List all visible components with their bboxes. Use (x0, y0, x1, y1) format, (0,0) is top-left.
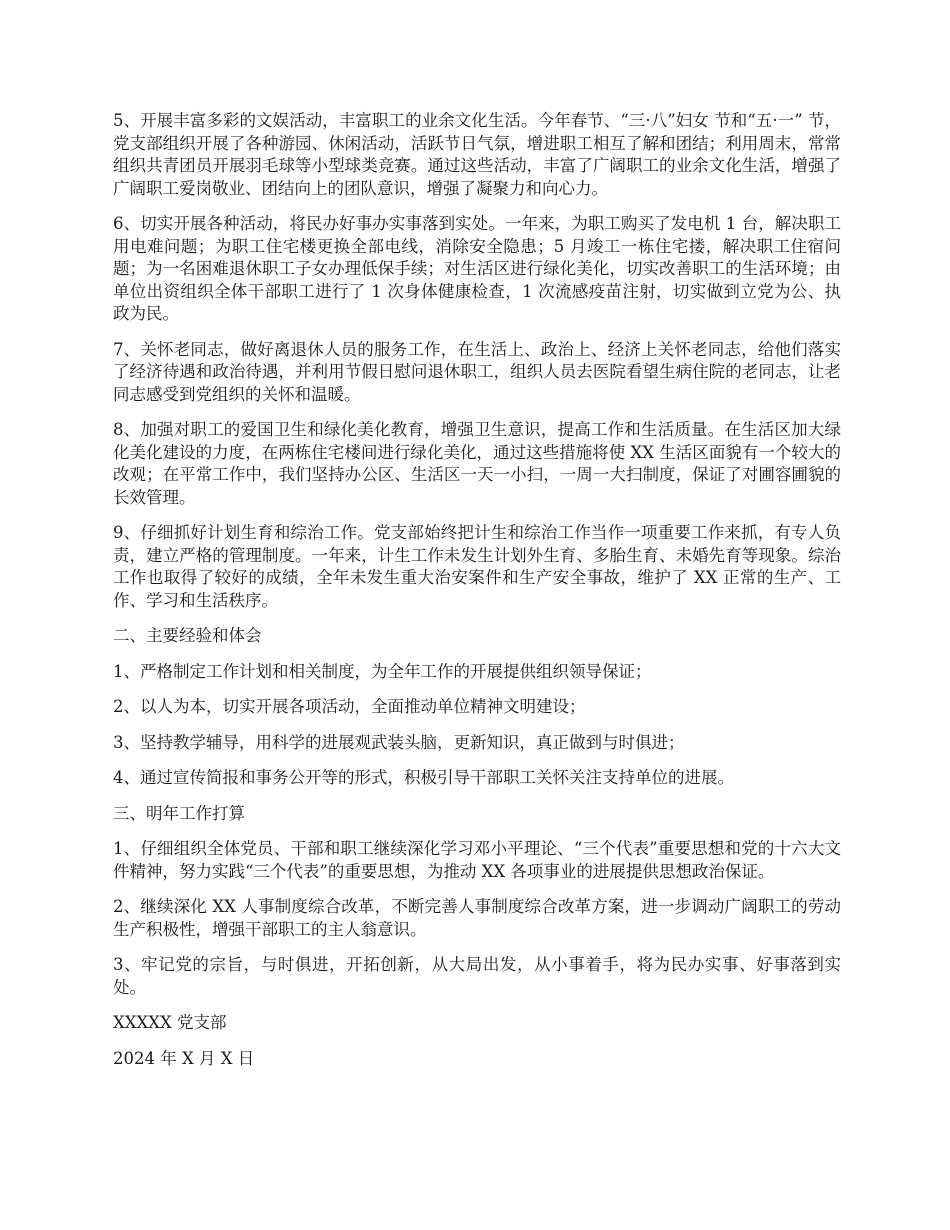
paragraph-item-9: 9、仔细抓好计划生育和综治工作。党支部始终把计生和综治工作当作一项重要工作来抓，有专人负责，建立严格的管理制度。一年来，计生工作未发生计划外生育、多胎生育、未婚先育等现象。综治工作也取得了较好的成绩，全年未发生重大治安案件和生产安全事故，维护了 XX 正常的生产、工作、学习和生活秩序。 (113, 523, 841, 610)
paragraph-item-7: 7、关怀老同志，做好离退休人员的服务工作，在生活上、政治上、经济上关怀老同志，给他们落实了经济待遇和政治待遇，并利用节假日慰问退休职工，组织人员去医院看望生病住院的老同志，让老同志感受到党组织的关怀和温暖。 (113, 339, 841, 404)
document-body (113, 110, 841, 1083)
paragraph-item-8: 8、加强对职工的爱国卫生和绿化美化教育，增强卫生意识，提高工作和生活质量。在生活区加大绿化美化建设的力度，在两栋住宅楼间进行绿化美化，通过这些措施将使 XX 生活区面貌有一个较大的改观；在平常工作中，我们坚持办公区、生活区一天一小扫，一周一大扫制度，保证了对圃容圃貌的长效管理。 (113, 420, 841, 507)
section-heading-next-year: 三、明年工作打算 (113, 803, 245, 823)
signature-date: 2024 年 X 月 X 日 (113, 1048, 255, 1068)
experience-item-4: 4、通过宣传简报和事务公开等的形式，积极引导干部职工关怀关注支持单位的进展。 (113, 768, 734, 787)
plan-item-1: 1、仔细组织全体党员、干部和职工继续深化学习邓小平理论、“三个代表”重要思想和党的十六大文件精神，努力实践“三个代表”的重要思想，为推动 XX 各项事业的进展提供思想政治保证。 (113, 839, 841, 881)
paragraph-item-6: 6、切实开展各种活动，将民办好事办实事落到实处。一年来，为职工购买了发电机 1 台，解决职工用电难问题；为职工住宅楼更换全部电线，消除安全隐患；5 月竣工一栋住宅搂，解决职工住宿问题；为一名困难退休职工子女办理低保手续；对生活区进行绿化美化，切实改善职工的生活环境；由单位出资组织全体干部职工进行了 1 次身体健康检查，1 次流感疫苗注射，切实做到立党为公、执政为民。 (113, 214, 841, 323)
experience-item-1: 1、严格制定工作计划和相关制度，为全年工作的开展提供组织领导保证； (113, 661, 652, 681)
experience-item-3: 3、坚持教学辅导，用科学的进展观武装头脑，更新知识，真正做到与时俱进； (113, 732, 685, 752)
plan-item-3: 3、牢记党的宗旨，与时俱进，开拓创新，从大局出发，从小事着手，将为民办实事、好事落到实处。 (113, 955, 841, 997)
experience-item-2: 2、以人为本，切实开展各项活动，全面推动单位精神文明建设； (113, 697, 586, 716)
signature-organization: XXXXX 党支部 (113, 1013, 227, 1032)
section-heading-experience: 二、主要经验和体会 (113, 626, 262, 645)
paragraph-item-5: 5、开展丰富多彩的文娱活动，丰富职工的业余文化生活。今年春节、“三·八”妇女 节和“五·一” 节，党支部组织开展了各种游园、休闲活动，活跃节日气氛，增进职工相互了解和团结；利用周末，常常组织共青团员开展羽毛球等小型球类竞赛。通过这些活动，丰富了广阔职工的业余文化生活，增强了广阔职工爱岗敬业、团结向上的团队意识，增强了凝聚力和向心力。 (113, 111, 841, 198)
plan-item-2: 2、继续深化 XX 人事制度综合改革，不断完善人事制度综合改革方案，进一步调动广阔职工的劳动生产积极性，增强干部职工的主人翁意识。 (113, 897, 841, 939)
